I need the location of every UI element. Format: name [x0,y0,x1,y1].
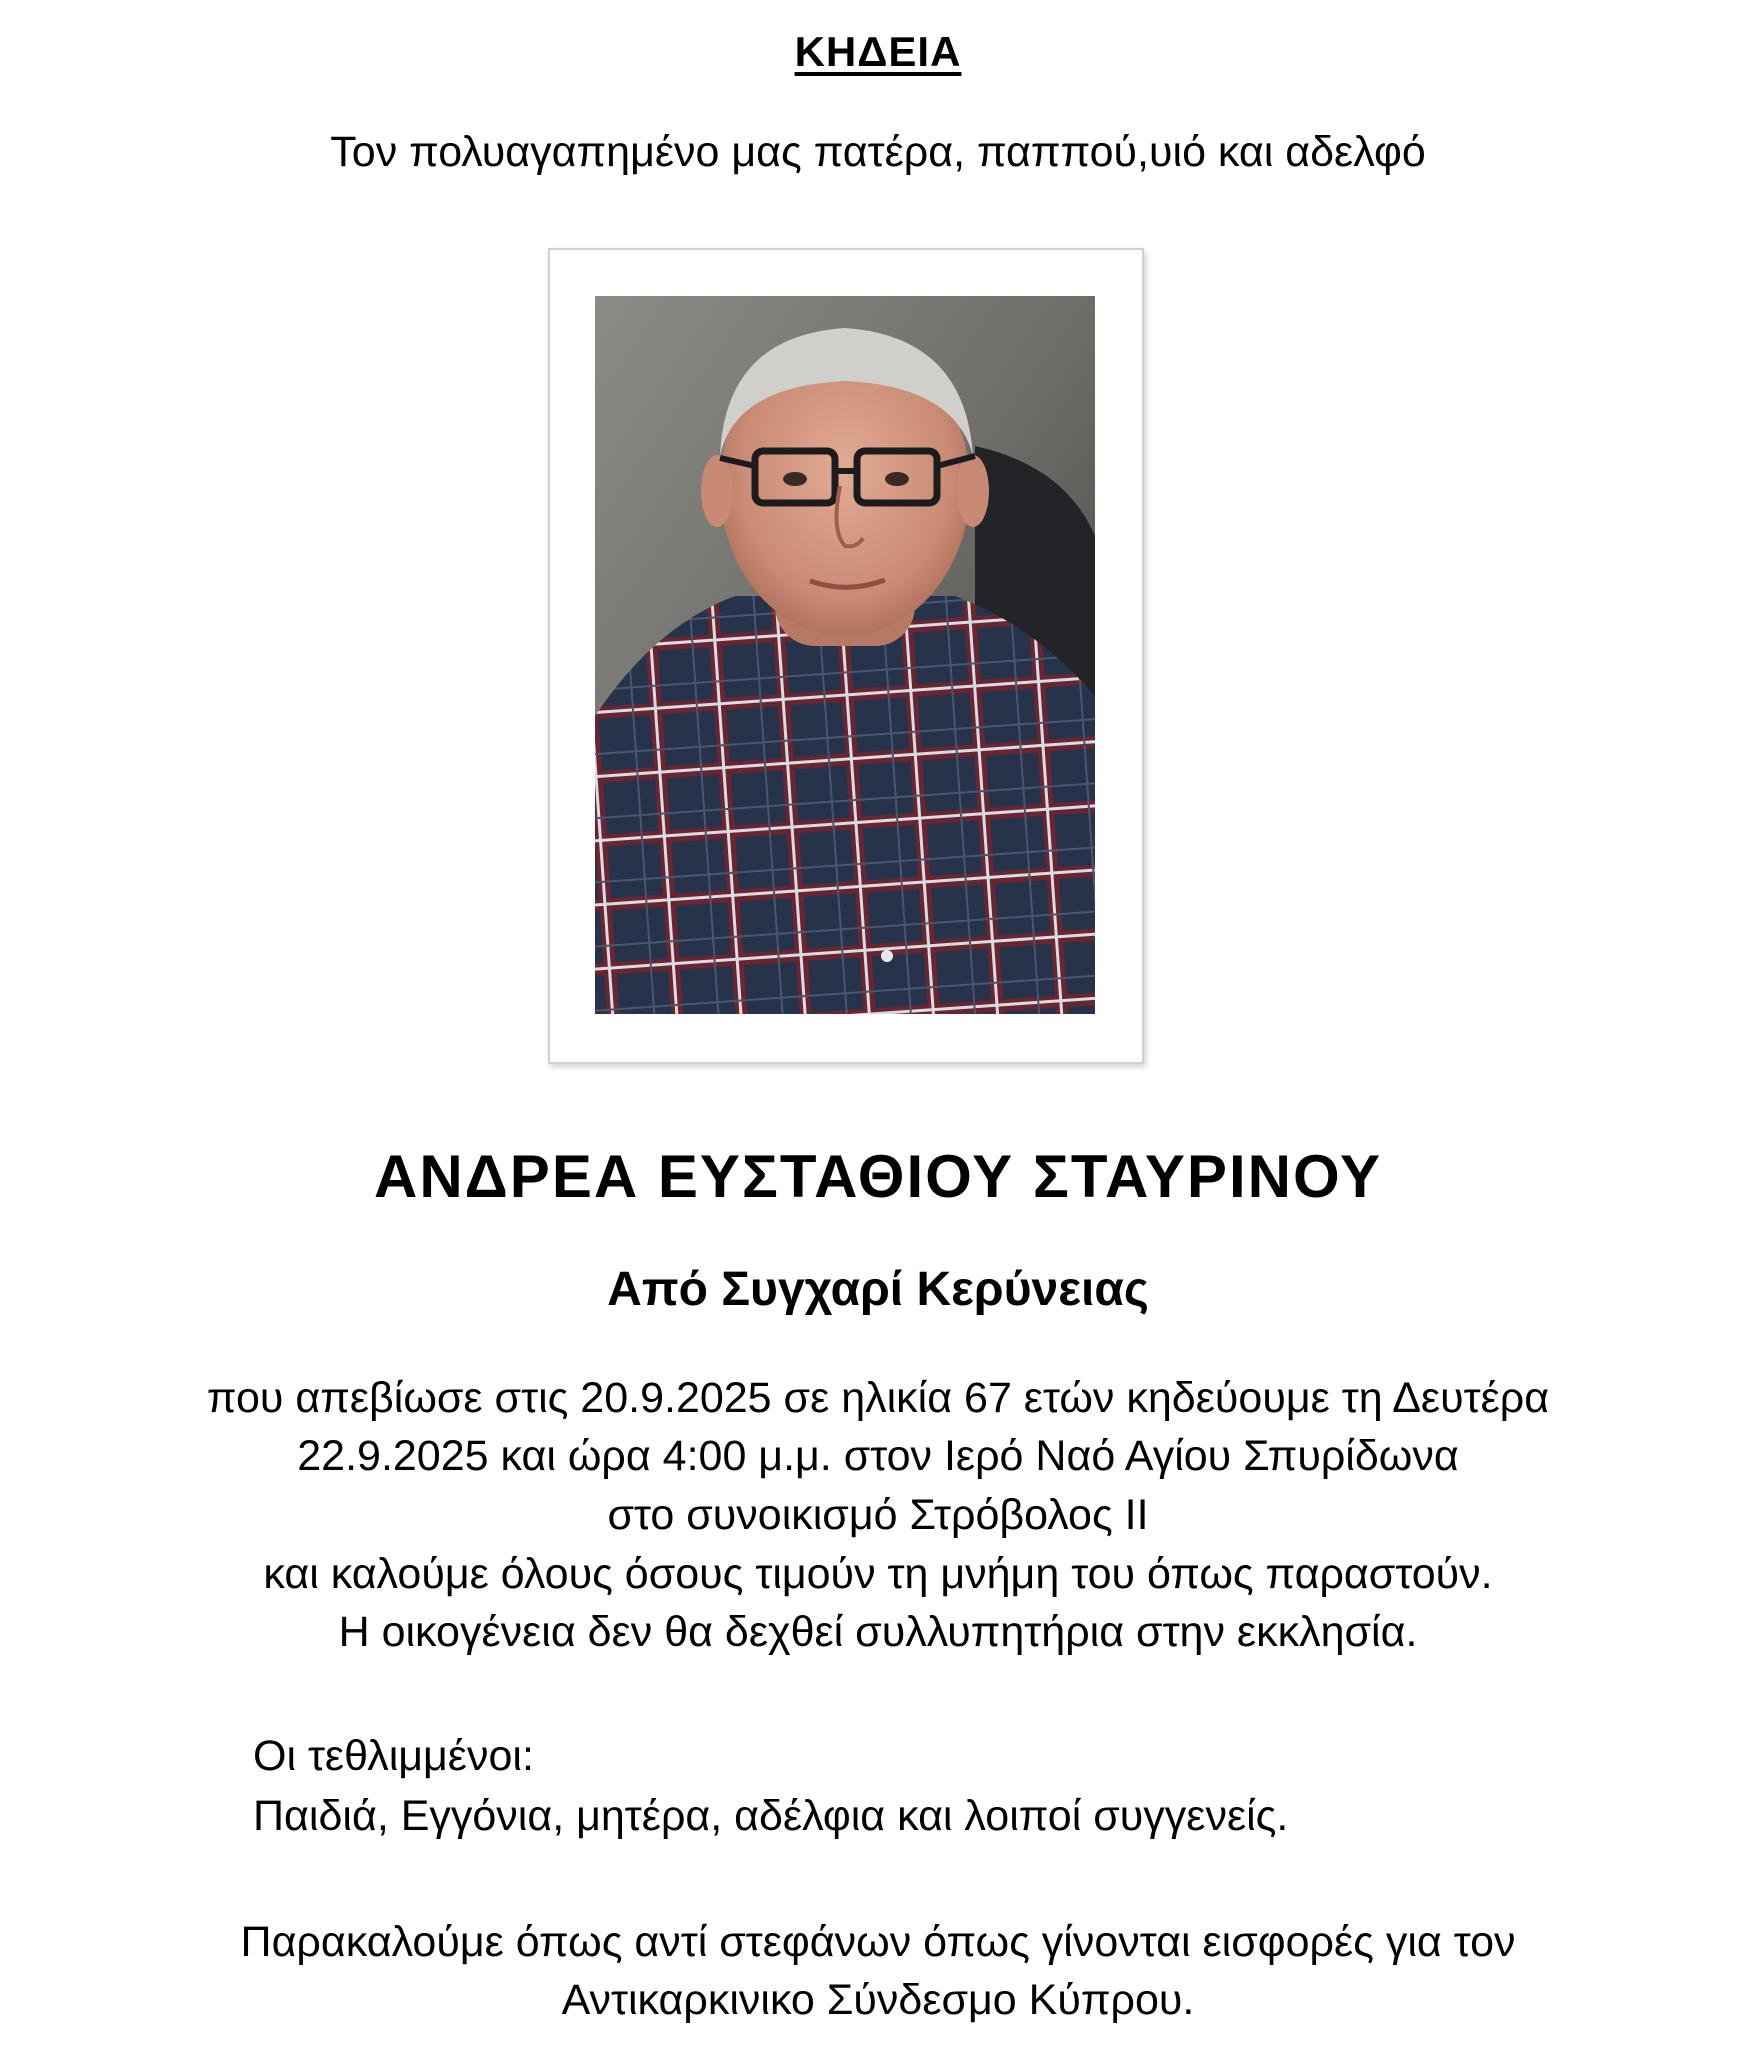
origin-text: Από Συγχαρί Κερύνειας [607,1263,1149,1316]
portrait-frame [548,248,1144,1064]
body-line: στο συνοικισμό Στρόβολος ΙΙ [607,1491,1149,1539]
notice-heading: ΚΗΔΕΙΑ [794,28,962,75]
body-line: που απεβίωσε στις 20.9.2025 σε ηλικία 67 ετών κηδεύουμε τη Δευτέρα [206,1374,1550,1422]
donation-line: Παρακαλούμε όπως αντί στεφάνων όπως γίνονται εισφορές για τον [240,1918,1516,1966]
body-line: 22.9.2025 και ώρα 4:00 μ.μ. στον Ιερό Ναό Αγίου Σπυρίδωνα [297,1432,1459,1480]
body-line: και καλούμε όλους όσους τιμούν τη μνήμη του όπως παραστούν. [263,1550,1493,1598]
portrait-photo [595,296,1095,1014]
mourners-list: Παιδιά, Εγγόνια, μητέρα, αδέλφια και λοιποί συγγενείς. [253,1792,1289,1840]
intro-text: Τον πολυαγαπημένο μας πατέρα, παππού,υιό και αδελφό [330,128,1426,176]
deceased-name: ΑΝΔΡΕΑ ΕΥΣΤΑΘΙΟΥ ΣΤΑΥΡΙΝΟΥ [374,1143,1382,1210]
body-line: Η οικογένεια δεν θα δεχθεί συλλυπητήρια στην εκκλησία. [338,1608,1418,1656]
mourners-label: Οι τεθλιμμένοι: [253,1732,534,1780]
donation-line: Αντικαρκινικο Σύνδεσμο Κύπρου. [561,1976,1195,2024]
